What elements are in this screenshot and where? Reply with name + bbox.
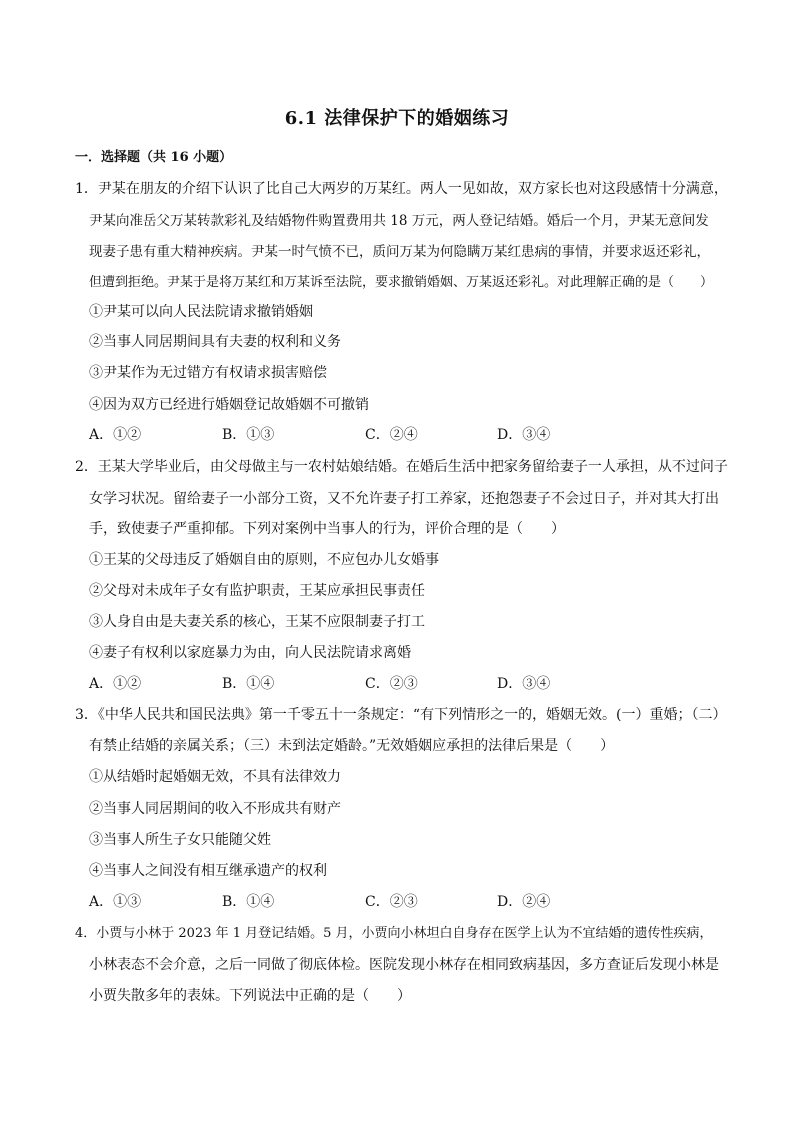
- section-heading: 一．选择题（共 16 小题）: [75, 150, 233, 165]
- answer-choice-d: D．②④: [497, 894, 551, 910]
- answer-choice-b: B．①③: [222, 427, 275, 443]
- answer-choice-a: A．①②: [89, 427, 142, 443]
- answer-choice-c: C．②③: [365, 894, 418, 910]
- answer-choice-c: C．②③: [365, 676, 418, 692]
- statement-option: ④当事人之间没有相互继承遗产的权利: [89, 863, 327, 879]
- question-text-line: 小贾失散多年的表妹。下列说法中正确的是（ ）: [89, 988, 411, 1004]
- question-text-line: 有禁止结婚的亲属关系；（三）未到法定婚龄。”无效婚姻应承担的法律后果是（ ）: [89, 738, 615, 754]
- statement-option: ①王某的父母违反了婚姻自由的原则，不应包办儿女婚事: [89, 552, 439, 568]
- statement-option: ②父母对未成年子女有监护职责，王某应承担民事责任: [89, 583, 425, 599]
- answer-choice-b: B．①④: [222, 894, 275, 910]
- statement-option: ②当事人同居期间的收入不形成共有财产: [89, 801, 341, 817]
- statement-option: ③当事人所生子女只能随父姓: [89, 832, 271, 848]
- statement-option: ④妻子有权利以家庭暴力为由，向人民法院请求离婚: [89, 645, 411, 661]
- answer-choice-d: D．③④: [497, 427, 551, 443]
- statement-option: ①尹某可以向人民法院请求撤销婚姻: [89, 304, 313, 320]
- statement-option: ②当事人同居期间具有夫妻的权利和义务: [89, 334, 341, 350]
- question-text-line: 但遭到拒绝。尹某于是将万某红和万某诉至法院，要求撤销婚姻、万某返还彩礼。对此理解正确的是（ ）: [89, 275, 714, 290]
- answer-choice-a: A．①②: [89, 676, 142, 692]
- question-text-line: 4．小贾与小林于 2023 年 1 月登记结婚。5 月，小贾向小林坦白自身存在医学上认为不宜结婚的遗传性疾病，: [75, 926, 713, 941]
- question-text-line: 尹某向准岳父万某转款彩礼及结婚物件购置费用共 18 万元，两人登记结婚。婚后一个月，尹某无意间发: [89, 213, 709, 229]
- question-text-line: 现妻子患有重大精神疾病。尹某一时气愤不已，质问万某为何隐瞒万某红患病的事情，并要求返还彩礼，: [89, 244, 710, 260]
- statement-option: ③尹某作为无过错方有权请求损害赔偿: [89, 365, 327, 381]
- statement-option: ③人身自由是夫妻关系的核心，王某不应限制妻子打工: [89, 614, 425, 630]
- page-title: 6.1 法律保护下的婚姻练习: [284, 108, 510, 129]
- answer-choice-d: D．③④: [497, 676, 551, 692]
- answer-choice-b: B．①④: [222, 676, 275, 692]
- question-text-line: 小林表态不会介意，之后一同做了彻底体检。医院发现小林存在相同致病基因，多方查证后发现小林是: [89, 957, 719, 973]
- answer-choice-a: A．①③: [89, 894, 142, 910]
- question-text-line: 2．王某大学毕业后，由父母做主与一农村姑娘结婚。在婚后生活中把家务留给妻子一人承担，从不过问子: [75, 459, 728, 475]
- statement-option: ④因为双方已经进行婚姻登记故婚姻不可撤销: [89, 397, 369, 413]
- question-text-line: 1．尹某在朋友的介绍下认识了比自己大两岁的万某红。两人一见如故，双方家长也对这段感情十分满意，: [75, 181, 728, 197]
- question-text-line: 3．《中华人民共和国民法典》第一千零五十一条规定：“有下列情形之一的，婚姻无效。(一）重婚；（二）: [75, 707, 727, 723]
- question-text-line: 手，致使妻子严重抑郁。下列对案例中当事人的行为，评价合理的是（ ）: [89, 521, 565, 537]
- answer-choice-c: C．②④: [365, 427, 418, 443]
- question-text-line: 女学习状况。留给妻子一小部分工资，又不允许妻子打工养家，还抱怨妻子不会过日子，并对其大打出: [89, 491, 719, 507]
- statement-option: ①从结婚时起婚姻无效，不具有法律效力: [89, 769, 341, 785]
